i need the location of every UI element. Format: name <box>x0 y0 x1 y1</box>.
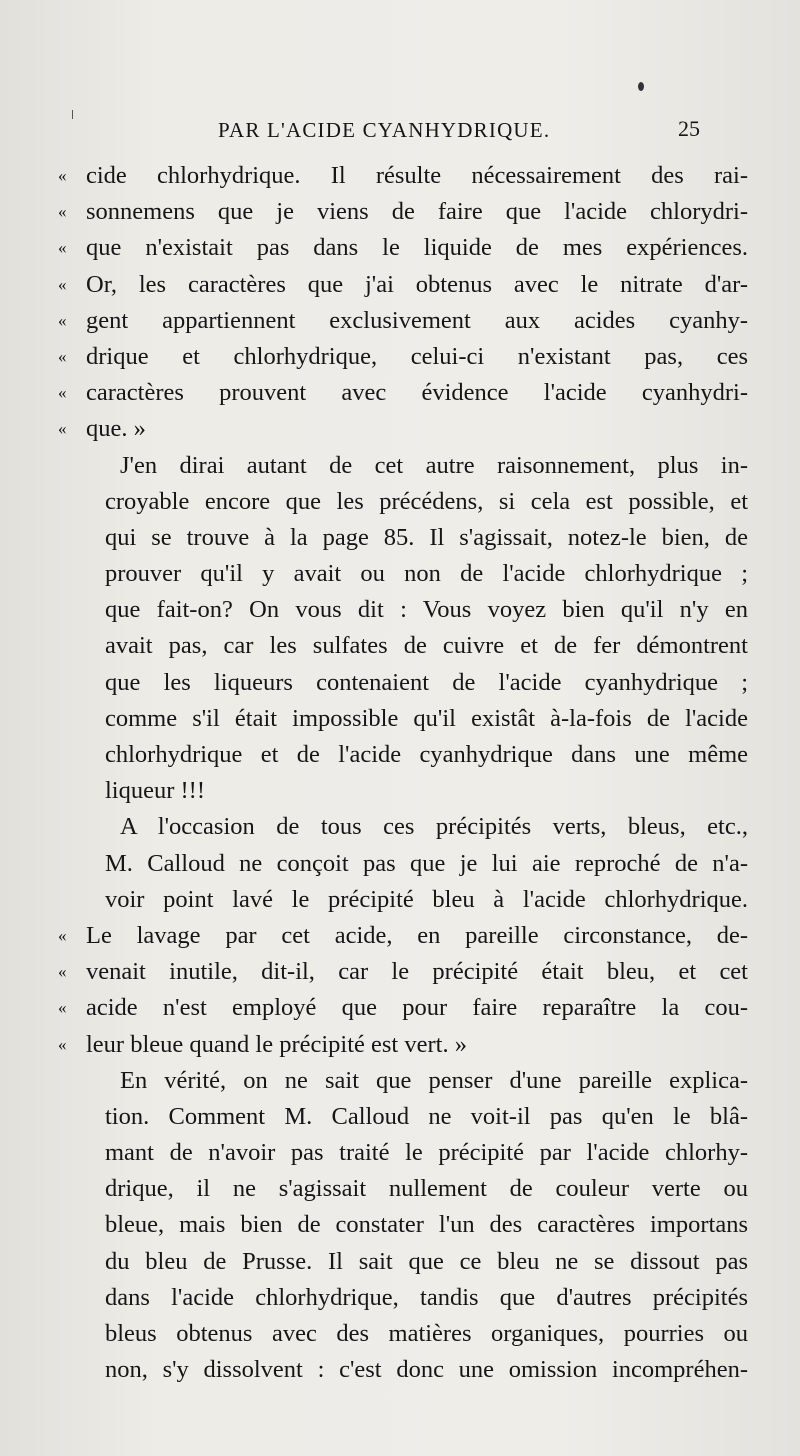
text-line: M. Calloud ne conçoit pas que je lui aie reproché de n'a- <box>105 849 748 877</box>
quote-mark: « <box>58 925 67 945</box>
quote-mark: « <box>58 383 67 403</box>
page-header <box>0 112 800 152</box>
text-line: prouver qu'il y avait ou non de l'acide chlorhydrique ; <box>105 560 748 588</box>
page-number: 25 <box>678 116 700 141</box>
text-line: que les liqueurs contenaient de l'acide cyanhydrique ; <box>105 668 748 696</box>
paragraph-start-line: J'en dirai autant de cet autre raisonnement, plus in- <box>120 451 748 479</box>
text-line: mant de n'avoir pas traité le précipité par l'acide chlorhy- <box>105 1139 748 1167</box>
text-line: que fait-on? On vous dit : Vous voyez bien qu'il n'y en <box>105 596 748 624</box>
text-line: tion. Comment M. Calloud ne voit-il pas qu'en le blâ- <box>105 1102 748 1130</box>
text-line: du bleu de Prusse. Il sait que ce bleu ne se dissout pas <box>105 1247 748 1275</box>
ink-spot <box>638 82 644 91</box>
text-line: non, s'y dissolvent : c'est donc une omission incompréhen- <box>105 1356 748 1384</box>
text-line: « que. » <box>58 411 748 447</box>
text-line: « caractères prouvent avec évidence l'acide cyanhydri- <box>58 375 748 411</box>
text-line: « cide chlorhydrique. Il résulte nécessairement des rai- <box>58 158 748 194</box>
text-line: « drique et chlorhydrique, celui-ci n'existant pas, ces <box>58 339 748 375</box>
quote-mark: « <box>58 1034 67 1054</box>
text-line: « sonnemens que je viens de faire que l'acide chlorydri- <box>58 194 748 230</box>
text-line: « Or, les caractères que j'ai obtenus avec le nitrate d'ar- <box>58 267 748 303</box>
text-line: « gent appartiennent exclusivement aux acides cyanhy- <box>58 303 748 339</box>
quote-mark: « <box>58 310 67 330</box>
text-line: qui se trouve à la page 85. Il s'agissait, notez-le bien, de <box>105 523 748 551</box>
text-line: comme s'il était impossible qu'il existât à-la-fois de l'acide <box>105 704 748 732</box>
quote-mark: « <box>58 998 67 1018</box>
text-line: drique, il ne s'agissait nullement de couleur verte ou <box>105 1175 748 1203</box>
text-line: bleus obtenus avec des matières organiques, pourries ou <box>105 1320 748 1347</box>
text-line: avait pas, car les sulfates de cuivre et de fer démontrent <box>105 632 748 660</box>
quote-mark: « <box>58 346 67 366</box>
text-line: « leur bleue quand le précipité est vert. » <box>58 1027 748 1063</box>
quote-mark: « <box>58 419 67 439</box>
paragraph-start-line: A l'occasion de tous ces précipités verts, bleus, etc., <box>120 813 748 841</box>
quote-mark: « <box>58 274 67 294</box>
quote-mark: « <box>58 238 67 258</box>
body-text <box>58 158 748 1388</box>
text-line: « Le lavage par cet acide, en pareille circonstance, de- <box>58 918 748 954</box>
quote-mark: « <box>58 962 67 982</box>
text-line: « que n'existait pas dans le liquide de mes expériences. <box>58 230 748 266</box>
text-line: dans l'acide chlorhydrique, tandis que d'autres précipités <box>105 1283 748 1311</box>
text-line: voir point lavé le précipité bleu à l'acide chlorhydrique. <box>105 885 748 913</box>
text-line: « venait inutile, dit-il, car le précipité était bleu, et cet <box>58 954 748 990</box>
quote-mark: « <box>58 202 67 222</box>
paragraph-start-line: En vérité, on ne sait que penser d'une pareille explica- <box>120 1066 748 1094</box>
text-line: chlorhydrique et de l'acide cyanhydrique dans une même <box>105 741 748 768</box>
text-line: « acide n'est employé que pour faire reparaître la cou- <box>58 990 748 1026</box>
text-line: liqueur !!! <box>105 777 205 805</box>
text-line: croyable encore que les précédens, si cela est possible, et <box>105 487 748 515</box>
quote-mark: « <box>58 166 67 185</box>
text-line: bleue, mais bien de constater l'un des caractères importans <box>105 1211 748 1239</box>
running-title: PAR L'ACIDE CYANHYDRIQUE. <box>218 118 551 142</box>
